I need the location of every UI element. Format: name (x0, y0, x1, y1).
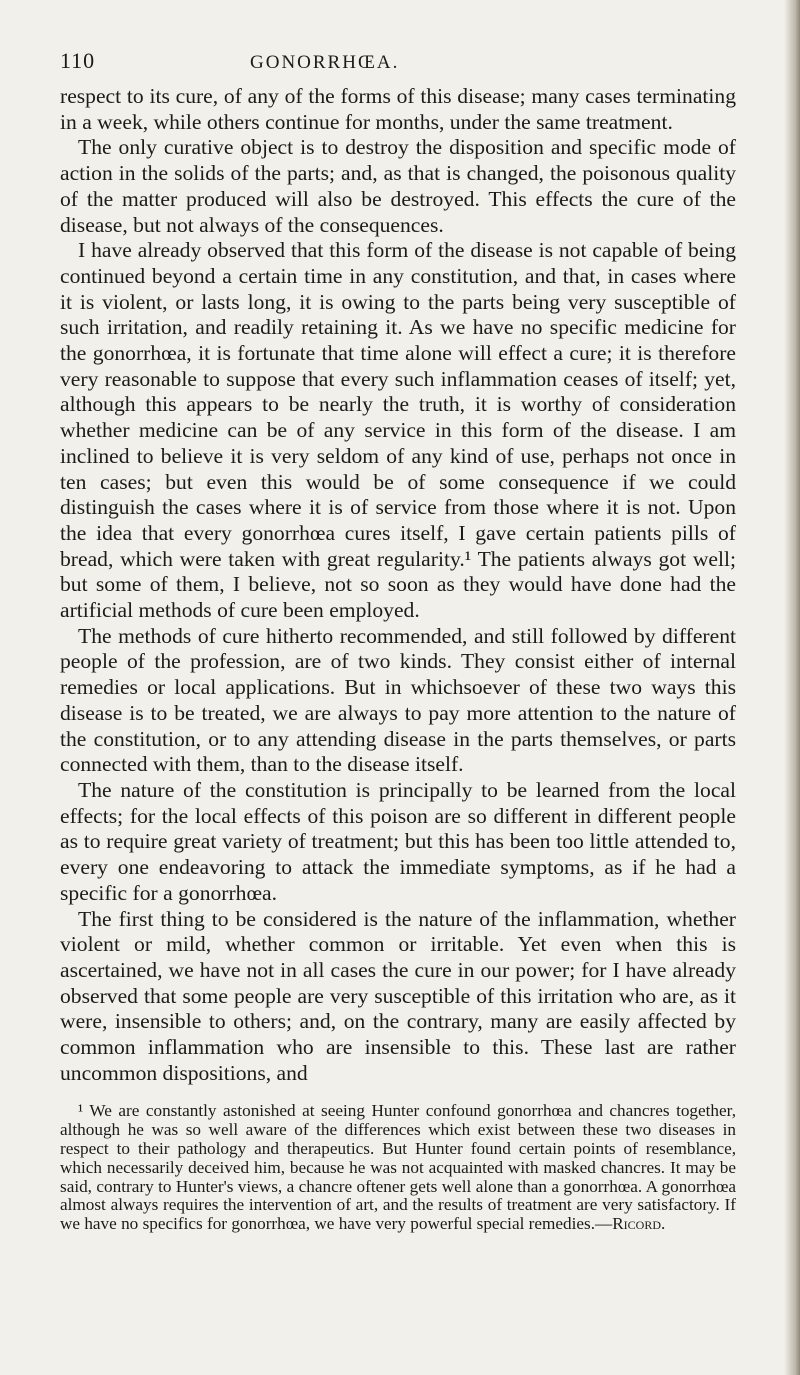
paragraph: The methods of cure hitherto recommended, and still followed by different people of the profession, are of two kinds. They consist either of internal remedies or local applications. But in whichsoever of these two ways this disease is to be treated, we are always to pay more attention to the nature of the constitution, or to any attending disease in the parts themselves, or parts connected with them, than to the disease itself. (60, 623, 736, 777)
page-number: 110 (60, 48, 96, 73)
footnote (60, 1102, 736, 1234)
body-text (60, 84, 736, 1086)
paragraph: The only curative object is to destroy the disposition and specific mode of action in the solids of the parts; and, as that is changed, the poisonous quality of the matter produced will also be destroyed. This effects the cure of the disease, but not always of the consequences. (60, 135, 736, 237)
book-page (60, 48, 736, 1234)
page-edge-shadow (784, 0, 800, 1375)
paragraph: The first thing to be considered is the nature of the inflammation, whether violent or mild, whether common or irritable. Yet even when this is ascertained, we have not in all cases the cure in our power; for I have already observed that some people are very susceptible of this irritation who are, as it were, insensible to others; and, on the contrary, many are easily affected by common inflammation who are insensible to this. These last are rather uncommon dispositions, and (60, 906, 736, 1085)
paragraph: I have already observed that this form of the disease is not capable of being continued beyond a certain time in any constitution, and that, in cases where it is violent, or lasts long, it is owing to the parts being very susceptible of such irritation, and readily retaining it. As we have no specific medicine for the gonorrhœa, it is fortunate that time alone will effect a cure; it is therefore very reasonable to suppose that every such inflammation ceases of itself; yet, although this appears to be nearly the truth, it is worthy of consideration whether medicine can be of any service in this form of the disease. I am inclined to believe it is very seldom of any kind of use, perhaps not once in ten cases; but even this would be of some consequence if we could distinguish the cases where it is of service from those where it is not. Upon the idea that every gonorrhœa cures itself, I gave certain patients pills of bread, which were taken with great regularity.¹ The patients always got well; but some of them, I believe, not so soon as they would have done had the artificial methods of cure been employed. (60, 238, 736, 623)
paragraph-continued: respect to its cure, of any of the forms of this disease; many cases terminating in a week, while others continue for months, under the same treatment. (60, 84, 736, 134)
running-title: GONORRHŒA. (250, 52, 400, 73)
page-header (60, 48, 736, 84)
footnote-signature: Ricord. (612, 1214, 666, 1234)
footnotes (60, 1102, 736, 1234)
footnote-text: ¹ We are constantly astonished at seeing Hunter confound gonorrhœa and chancres together, although he was so well aware of the differences which exist between these two diseases in respect to their pathology and therapeutics. But Hunter found certain points of resemblance, which necessarily deceived him, because he was not acquainted with masked chancres. It may be said, contrary to Hunter's views, a chancre oftener gets well alone than a gonorrhœa. A gonorrhœa almost always requires the intervention of art, and the results of treatment are very satisfactory. If we have no specifics for gonorrhœa, we have very powerful special remedies.— (60, 1101, 736, 1234)
paragraph: The nature of the constitution is principally to be learned from the local effects; for the local effects of this poison are so different in different people as to require great variety of treatment; but this has been too little attended to, every one endeavoring to attack the immediate symptoms, as if he had a specific for a gonorrhœa. (60, 777, 736, 905)
